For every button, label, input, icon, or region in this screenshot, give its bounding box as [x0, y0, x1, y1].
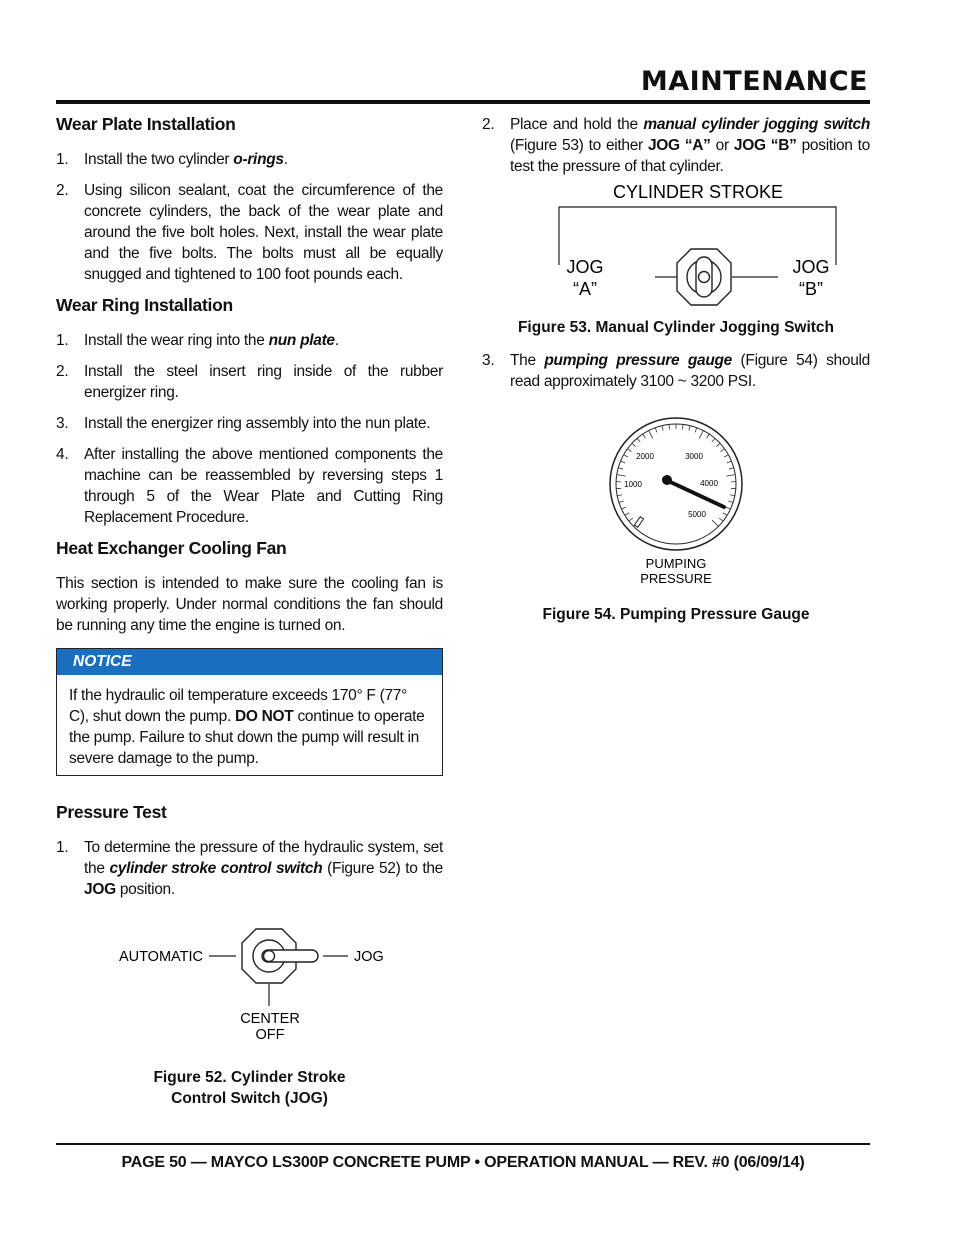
- list-item: [56, 444, 443, 528]
- step-text: After installing the above mentioned components the machine can be reassembled by reversing steps 1 through 5 of the Wear Plate and Cutting Ring Replacement Procedure.: [84, 446, 443, 526]
- figure-54-caption: Figure 54. Pumping Pressure Gauge: [542, 606, 810, 623]
- step-text: The pumping pressure gauge (Figure 54) should read approximately 3100 ~ 3200 PSI.: [510, 352, 870, 390]
- page-footer: PAGE 50 — MAYCO LS300P CONCRETE PUMP • OPERATION MANUAL — REV. #0 (06/09/14): [121, 1154, 805, 1171]
- list-item: [56, 837, 443, 900]
- notice-body: If the hydraulic oil temperature exceeds 170° F (77° C), shut down the pump. DO NOT continue to operate the pump. Failure to shut down the pump will result in severe damage to the pump.: [69, 687, 425, 767]
- wear-ring-heading: Wear Ring Installation: [56, 295, 233, 315]
- caption-line: Figure 52. Cylinder Stroke: [153, 1069, 346, 1086]
- right-column: [482, 114, 870, 625]
- list-item: [482, 114, 870, 177]
- jog-b-label: JOG: [792, 257, 830, 277]
- pressure-label: PRESSURE: [640, 571, 712, 586]
- jog-a-label: JOG: [566, 257, 604, 277]
- step-number: 3.: [482, 352, 495, 369]
- list-item: [56, 361, 443, 403]
- switch-pivot: [699, 272, 710, 283]
- automatic-label: AUTOMATIC: [118, 949, 203, 965]
- page-title: MAINTENANCE: [640, 66, 868, 97]
- pressure-test-heading: Pressure Test: [56, 802, 167, 822]
- step-text: Using silicon sealant, coat the circumference of the concrete cylinders, the back of the wear plate and around the five bolt holes. Next, install the wear plate and the five bolts. The bolts must all be equally snugged and tightened to 100 foot pounds each.: [84, 182, 443, 283]
- step-text: Install the energizer ring assembly into the nun plate.: [84, 415, 431, 432]
- wear-ring-steps: [56, 330, 443, 528]
- step-number: 4.: [56, 446, 69, 463]
- jog-label: JOG: [354, 949, 384, 965]
- step-number: 1.: [56, 839, 69, 856]
- tick-label: 1000: [624, 480, 642, 489]
- figure-53-caption: Figure 53. Manual Cylinder Jogging Switch: [517, 319, 835, 336]
- step-text: Place and hold the manual cylinder jogging switch (Figure 53) to either JOG “A” or JOG “B” position to test the pressure of that cylinder.: [510, 116, 870, 175]
- tick-label: 4000: [700, 479, 718, 488]
- list-item: [56, 180, 443, 285]
- figure-54-gauge-diagram: [482, 416, 870, 596]
- heat-exchanger-body: This section is intended to make sure the cooling fan is working properly. Under normal conditions the fan should be running any time the engine is turned on.: [56, 575, 443, 634]
- pressure-test-steps-right: [482, 114, 870, 177]
- footer-rule: [56, 1143, 870, 1145]
- wear-plate-steps: [56, 149, 443, 285]
- center-label: CENTER: [240, 1011, 300, 1027]
- step-text: Install the wear ring into the nun plate.: [84, 332, 339, 349]
- figure-53-switch-diagram: [482, 181, 870, 311]
- left-column: [56, 110, 443, 1109]
- switch-pivot: [264, 951, 275, 962]
- tick-label: 2000: [636, 452, 654, 461]
- step-number: 2.: [56, 182, 69, 199]
- step-number: 1.: [56, 151, 69, 168]
- pumping-label: PUMPING: [645, 556, 707, 571]
- step-text: To determine the pressure of the hydraulic system, set the cylinder stroke control switch (Figure 52) to the JOG position.: [84, 839, 443, 898]
- list-item: [56, 330, 443, 351]
- header-rule: [56, 100, 870, 104]
- step-number: 3.: [56, 415, 69, 432]
- caption-line: Control Switch (JOG): [171, 1090, 328, 1107]
- off-label: OFF: [255, 1027, 285, 1043]
- notice-box: [56, 648, 443, 776]
- tick-label: 5000: [688, 510, 706, 519]
- list-item: [482, 350, 870, 392]
- list-item: [56, 413, 443, 434]
- step-number: 2.: [56, 363, 69, 380]
- pressure-test-steps-right-2: [482, 350, 870, 392]
- step-text: Install the steel insert ring inside of the rubber energizer ring.: [84, 363, 443, 401]
- wear-plate-heading: Wear Plate Installation: [56, 114, 236, 134]
- cylinder-stroke-label: CYLINDER STROKE: [612, 182, 784, 202]
- tick-label: 3000: [685, 452, 703, 461]
- list-item: [56, 149, 443, 170]
- heat-exchanger-heading: Heat Exchanger Cooling Fan: [56, 538, 287, 558]
- figure-52-switch-diagram: [56, 910, 443, 1050]
- gauge-needle-hub: [662, 475, 672, 485]
- figure-52-caption: [56, 1067, 443, 1109]
- pressure-test-steps-left: [56, 837, 443, 900]
- step-text: Install the two cylinder o-rings.: [84, 151, 288, 168]
- step-number: 2.: [482, 116, 495, 133]
- notice-label: NOTICE: [57, 649, 442, 675]
- jog-a-letter: “A”: [573, 279, 597, 299]
- jog-b-letter: “B”: [799, 279, 823, 299]
- step-number: 1.: [56, 332, 69, 349]
